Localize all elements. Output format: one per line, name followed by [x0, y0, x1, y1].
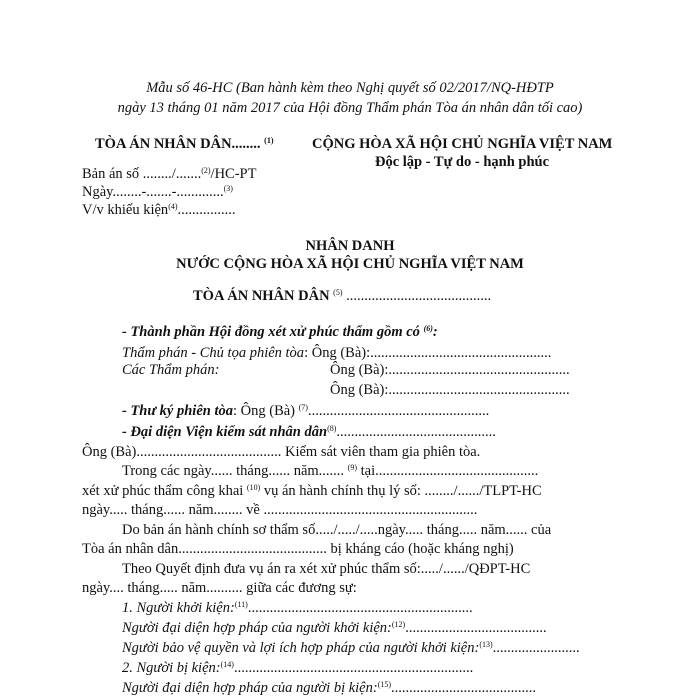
court-name: TÒA ÁN NHÂN DÂN........ $^{(1)}$: [95, 136, 274, 152]
judgment-date: Ngày........-.......-.............$^{(3)}$: [82, 184, 233, 200]
nation-name: CỘNG HÒA XÃ HỘI CHỦ NGHĨA VIỆT NAM: [312, 136, 613, 152]
plaintiff-line: 1. Người khởi kiện:$^{(11)}$..............................................................: [122, 600, 473, 616]
first-instance-line: Do bản án hành chính sơ thẩm số...../...../.....ngày..... tháng..... năm...... của: [122, 522, 552, 538]
judge-1: Ông (Bà):..................................................: [330, 362, 570, 378]
panel-heading: - Thành phần Hội đồng xét xử phúc thẩm gồm có $^{(6)}$:: [122, 324, 438, 340]
plaintiff-protector-line: Người bảo vệ quyền và lợi ích hợp pháp của người khởi kiện:$^{(13)}$........................: [122, 640, 580, 656]
title-republic: NƯỚC CỘNG HÒA XÃ HỘI CHỦ NGHĨA VIỆT NAM: [176, 256, 524, 272]
template-reference-line1: Mẫu số 46-HC (Ban hành kèm theo Nghị quyết số 02/2017/NQ-HĐTP: [146, 80, 554, 96]
trial-dates-line: Trong các ngày...... tháng...... năm....... $^{(9)}$ tại.............................................: [122, 463, 539, 479]
trial-court-line: TÒA ÁN NHÂN DÂN $^{(5)}$ ........................................: [193, 288, 492, 304]
title-on-behalf: NHÂN DANH: [305, 238, 395, 254]
presiding-judge-line: Thẩm phán - Chủ tọa phiên tòa: Ông (Bà):..................................................: [122, 345, 552, 361]
template-reference-line2: ngày 13 tháng 01 năm 2017 của Hội đồng Thẩm phán Tòa án nhân dân tối cao): [117, 100, 583, 116]
case-subject: V/v khiếu kiện$^{(4)}$................: [82, 202, 236, 218]
appeal-status-line: Tòa án nhân dân......................................... bị kháng cáo (hoặc kháng nghị): [82, 541, 514, 557]
defendant-representative-line: Người đại diện hợp pháp của người bị kiện:$^{(15)}$........................................: [122, 680, 537, 696]
case-date-line: ngày..... tháng...... năm........ về ...........................................................: [82, 502, 478, 518]
national-motto: Độc lập - Tự do - hạnh phúc: [374, 154, 550, 170]
decision-date-line: ngày.... tháng..... năm.......... giữa các đương sự:: [82, 580, 357, 596]
judges-label: Các Thẩm phán:: [122, 362, 220, 378]
procuracy-officer-line: Ông (Bà)........................................ Kiểm sát viên tham gia phiên tòa.: [82, 444, 481, 460]
public-appeal-line: xét xử phúc thẩm công khai $^{(10)}$ vụ án hành chính thụ lý số: ......../....../TLPT-HC: [82, 483, 542, 499]
procuracy-line: - Đại diện Viện kiểm sát nhân dân$^{(8)}$............................................: [122, 424, 496, 440]
clerk-line: - Thư ký phiên tòa: Ông (Bà) $^{(7)}$..................................................: [122, 403, 490, 419]
judge-2: Ông (Bà):..................................................: [330, 382, 570, 398]
decision-line: Theo Quyết định đưa vụ án ra xét xử phúc thẩm số:...../....../QĐPT-HC: [122, 561, 531, 577]
defendant-line: 2. Người bị kiện:$^{(14)}$..................................................................: [122, 660, 474, 676]
plaintiff-representative-line: Người đại diện hợp pháp của người khởi kiện:$^{(12)}$.......................................: [122, 620, 547, 636]
judgment-number: Bản án số ......../.......$^{(2)}$/HC-PT: [82, 166, 257, 182]
